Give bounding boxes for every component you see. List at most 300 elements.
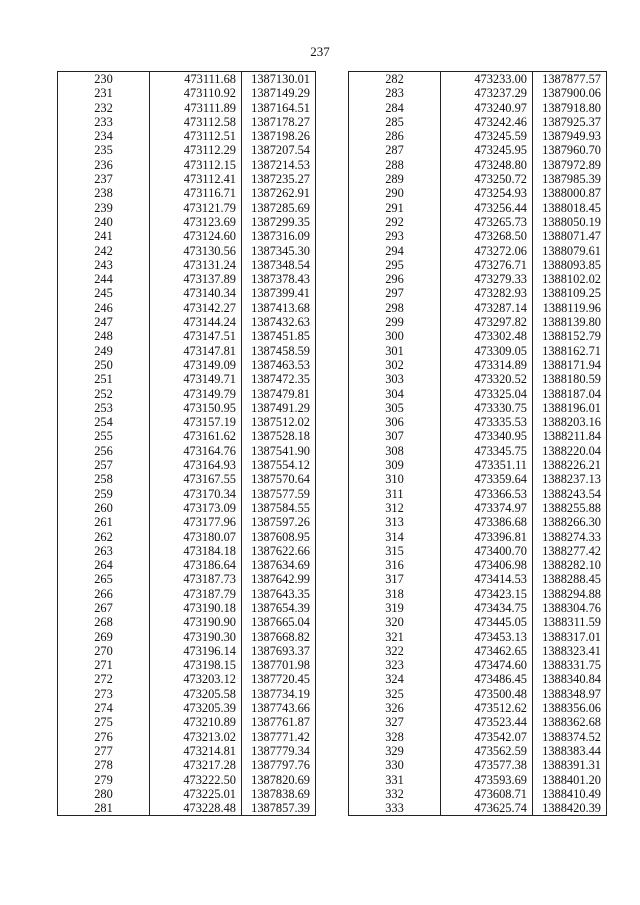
x-coordinate-cell: 473149.71 [150, 372, 242, 386]
point-number-cell: 237 [58, 172, 150, 186]
point-number-cell: 273 [58, 687, 150, 701]
point-number-cell: 260 [58, 501, 150, 515]
table-row [58, 630, 316, 644]
point-number-cell: 303 [349, 372, 441, 386]
x-coordinate-cell: 473112.15 [150, 158, 242, 172]
point-number-cell: 256 [58, 444, 150, 458]
table-row [58, 587, 316, 601]
x-coordinate-cell: 473149.79 [150, 387, 242, 401]
point-number-cell: 272 [58, 672, 150, 686]
point-number-cell: 240 [58, 215, 150, 229]
point-number-cell: 281 [58, 801, 150, 816]
y-coordinate-cell: 1387771.42 [242, 730, 316, 744]
y-coordinate-cell: 1388187.04 [533, 387, 607, 401]
point-number-cell: 238 [58, 186, 150, 200]
table-row [349, 672, 607, 686]
y-coordinate-cell: 1387528.18 [242, 429, 316, 443]
y-coordinate-cell: 1387949.93 [533, 129, 607, 143]
x-coordinate-cell: 473187.73 [150, 572, 242, 586]
x-coordinate-cell: 473164.76 [150, 444, 242, 458]
table-row [58, 158, 316, 172]
y-coordinate-cell: 1387463.53 [242, 358, 316, 372]
y-coordinate-cell: 1388196.01 [533, 401, 607, 415]
x-coordinate-cell: 473453.13 [441, 630, 533, 644]
table-row [349, 301, 607, 315]
x-coordinate-cell: 473314.89 [441, 358, 533, 372]
table-row [58, 429, 316, 443]
table-row [349, 530, 607, 544]
y-coordinate-cell: 1387654.39 [242, 601, 316, 615]
table-row [349, 744, 607, 758]
y-coordinate-cell: 1388139.80 [533, 315, 607, 329]
y-coordinate-cell: 1387743.66 [242, 701, 316, 715]
x-coordinate-cell: 473423.15 [441, 587, 533, 601]
y-coordinate-cell: 1388211.84 [533, 429, 607, 443]
x-coordinate-cell: 473330.75 [441, 401, 533, 415]
table-row [349, 329, 607, 343]
y-coordinate-cell: 1388323.41 [533, 644, 607, 658]
table-row [58, 472, 316, 486]
y-coordinate-cell: 1388152.79 [533, 329, 607, 343]
table-row [349, 372, 607, 386]
point-number-cell: 234 [58, 129, 150, 143]
table-row [349, 286, 607, 300]
y-coordinate-cell: 1388288.45 [533, 572, 607, 586]
x-coordinate-cell: 473577.38 [441, 758, 533, 772]
x-coordinate-cell: 473248.80 [441, 158, 533, 172]
y-coordinate-cell: 1388119.96 [533, 301, 607, 315]
x-coordinate-cell: 473250.72 [441, 172, 533, 186]
y-coordinate-cell: 1387701.98 [242, 658, 316, 672]
x-coordinate-cell: 473110.92 [150, 86, 242, 100]
point-number-cell: 323 [349, 658, 441, 672]
point-number-cell: 278 [58, 758, 150, 772]
x-coordinate-cell: 473359.64 [441, 472, 533, 486]
y-coordinate-cell: 1387235.27 [242, 172, 316, 186]
table-row [349, 472, 607, 486]
point-number-cell: 271 [58, 658, 150, 672]
point-number-cell: 313 [349, 515, 441, 529]
x-coordinate-cell: 473297.82 [441, 315, 533, 329]
table-row [58, 515, 316, 529]
y-coordinate-cell: 1387668.82 [242, 630, 316, 644]
point-number-cell: 295 [349, 258, 441, 272]
point-number-cell: 266 [58, 587, 150, 601]
x-coordinate-cell: 473222.50 [150, 773, 242, 787]
table-row [349, 544, 607, 558]
x-coordinate-cell: 473180.07 [150, 530, 242, 544]
x-coordinate-cell: 473184.18 [150, 544, 242, 558]
y-coordinate-cell: 1388237.13 [533, 472, 607, 486]
x-coordinate-cell: 473335.53 [441, 415, 533, 429]
table-row [58, 258, 316, 272]
y-coordinate-cell: 1387458.59 [242, 344, 316, 358]
x-coordinate-cell: 473374.97 [441, 501, 533, 515]
table-row [58, 286, 316, 300]
table-row [349, 715, 607, 729]
y-coordinate-cell: 1388000.87 [533, 186, 607, 200]
table-row [58, 458, 316, 472]
point-number-cell: 290 [349, 186, 441, 200]
table-row [58, 244, 316, 258]
point-number-cell: 300 [349, 329, 441, 343]
table-row [349, 601, 607, 615]
y-coordinate-cell: 1387472.35 [242, 372, 316, 386]
point-number-cell: 253 [58, 401, 150, 415]
point-number-cell: 282 [349, 72, 441, 87]
point-number-cell: 279 [58, 773, 150, 787]
table-row [349, 730, 607, 744]
x-coordinate-cell: 473386.68 [441, 515, 533, 529]
point-number-cell: 316 [349, 558, 441, 572]
y-coordinate-cell: 1387348.54 [242, 258, 316, 272]
y-coordinate-cell: 1387838.69 [242, 787, 316, 801]
x-coordinate-cell: 473256.44 [441, 201, 533, 215]
point-number-cell: 236 [58, 158, 150, 172]
table-row [349, 258, 607, 272]
x-coordinate-cell: 473112.41 [150, 172, 242, 186]
x-coordinate-cell: 473173.09 [150, 501, 242, 515]
point-number-cell: 287 [349, 143, 441, 157]
y-coordinate-cell: 1387164.51 [242, 101, 316, 115]
y-coordinate-cell: 1387345.30 [242, 244, 316, 258]
x-coordinate-cell: 473302.48 [441, 329, 533, 343]
point-number-cell: 326 [349, 701, 441, 715]
table-row [58, 672, 316, 686]
point-number-cell: 231 [58, 86, 150, 100]
table-row [349, 172, 607, 186]
x-coordinate-cell: 473190.18 [150, 601, 242, 615]
point-number-cell: 331 [349, 773, 441, 787]
x-coordinate-cell: 473366.53 [441, 487, 533, 501]
table-row [349, 644, 607, 658]
y-coordinate-cell: 1387797.76 [242, 758, 316, 772]
table-body-left [58, 72, 316, 816]
point-number-cell: 267 [58, 601, 150, 615]
y-coordinate-cell: 1387570.64 [242, 472, 316, 486]
y-coordinate-cell: 1388162.71 [533, 344, 607, 358]
x-coordinate-cell: 473149.09 [150, 358, 242, 372]
table-row [58, 501, 316, 515]
table-row [58, 272, 316, 286]
table-row [349, 358, 607, 372]
point-number-cell: 270 [58, 644, 150, 658]
x-coordinate-cell: 473562.59 [441, 744, 533, 758]
table-row [58, 558, 316, 572]
table-row [349, 687, 607, 701]
table-row [349, 773, 607, 787]
table-row [58, 315, 316, 329]
point-number-cell: 259 [58, 487, 150, 501]
x-coordinate-cell: 473225.01 [150, 787, 242, 801]
y-coordinate-cell: 1388374.52 [533, 730, 607, 744]
x-coordinate-cell: 473406.98 [441, 558, 533, 572]
y-coordinate-cell: 1387960.70 [533, 143, 607, 157]
table-row [58, 801, 316, 816]
y-coordinate-cell: 1388420.39 [533, 801, 607, 816]
table-row [349, 415, 607, 429]
point-number-cell: 269 [58, 630, 150, 644]
y-coordinate-cell: 1388071.47 [533, 229, 607, 243]
x-coordinate-cell: 473161.62 [150, 429, 242, 443]
point-number-cell: 317 [349, 572, 441, 586]
table-row [349, 458, 607, 472]
point-number-cell: 311 [349, 487, 441, 501]
point-number-cell: 255 [58, 429, 150, 443]
y-coordinate-cell: 1387820.69 [242, 773, 316, 787]
y-coordinate-cell: 1388226.21 [533, 458, 607, 472]
table-row [58, 744, 316, 758]
y-coordinate-cell: 1388317.01 [533, 630, 607, 644]
table-row [349, 558, 607, 572]
point-number-cell: 321 [349, 630, 441, 644]
x-coordinate-cell: 473142.27 [150, 301, 242, 315]
point-number-cell: 298 [349, 301, 441, 315]
y-coordinate-cell: 1387512.02 [242, 415, 316, 429]
y-coordinate-cell: 1387857.39 [242, 801, 316, 816]
point-number-cell: 244 [58, 272, 150, 286]
x-coordinate-cell: 473228.48 [150, 801, 242, 816]
table-row [58, 129, 316, 143]
point-number-cell: 322 [349, 644, 441, 658]
x-coordinate-cell: 473625.74 [441, 801, 533, 816]
x-coordinate-cell: 473265.73 [441, 215, 533, 229]
table-row [349, 244, 607, 258]
table-row [349, 215, 607, 229]
point-number-cell: 314 [349, 530, 441, 544]
x-coordinate-cell: 473205.58 [150, 687, 242, 701]
x-coordinate-cell: 473116.71 [150, 186, 242, 200]
y-coordinate-cell: 1387720.45 [242, 672, 316, 686]
point-number-cell: 302 [349, 358, 441, 372]
table-row [58, 86, 316, 100]
x-coordinate-cell: 473608.71 [441, 787, 533, 801]
table-body-right [349, 72, 607, 816]
y-coordinate-cell: 1388220.04 [533, 444, 607, 458]
x-coordinate-cell: 473325.04 [441, 387, 533, 401]
point-number-cell: 289 [349, 172, 441, 186]
point-number-cell: 251 [58, 372, 150, 386]
point-number-cell: 291 [349, 201, 441, 215]
y-coordinate-cell: 1387779.34 [242, 744, 316, 758]
x-coordinate-cell: 473512.62 [441, 701, 533, 715]
y-coordinate-cell: 1387541.90 [242, 444, 316, 458]
y-coordinate-cell: 1388294.88 [533, 587, 607, 601]
table-row [349, 344, 607, 358]
x-coordinate-cell: 473500.48 [441, 687, 533, 701]
y-coordinate-cell: 1388079.61 [533, 244, 607, 258]
point-number-cell: 299 [349, 315, 441, 329]
y-coordinate-cell: 1387399.41 [242, 286, 316, 300]
point-number-cell: 286 [349, 129, 441, 143]
table-row [349, 401, 607, 415]
point-number-cell: 319 [349, 601, 441, 615]
y-coordinate-cell: 1387198.26 [242, 129, 316, 143]
point-number-cell: 241 [58, 229, 150, 243]
y-coordinate-cell: 1388243.54 [533, 487, 607, 501]
y-coordinate-cell: 1387985.39 [533, 172, 607, 186]
y-coordinate-cell: 1387643.35 [242, 587, 316, 601]
table-row [58, 544, 316, 558]
x-coordinate-cell: 473157.19 [150, 415, 242, 429]
table-row [349, 201, 607, 215]
point-number-cell: 277 [58, 744, 150, 758]
x-coordinate-cell: 473210.89 [150, 715, 242, 729]
y-coordinate-cell: 1388255.88 [533, 501, 607, 515]
x-coordinate-cell: 473414.53 [441, 572, 533, 586]
y-coordinate-cell: 1387877.57 [533, 72, 607, 87]
table-row [58, 301, 316, 315]
point-number-cell: 242 [58, 244, 150, 258]
y-coordinate-cell: 1387130.01 [242, 72, 316, 87]
point-number-cell: 318 [349, 587, 441, 601]
x-coordinate-cell: 473190.30 [150, 630, 242, 644]
x-coordinate-cell: 473462.65 [441, 644, 533, 658]
x-coordinate-cell: 473593.69 [441, 773, 533, 787]
x-coordinate-cell: 473196.14 [150, 644, 242, 658]
table-row [349, 387, 607, 401]
y-coordinate-cell: 1387491.29 [242, 401, 316, 415]
table-row [58, 730, 316, 744]
x-coordinate-cell: 473130.56 [150, 244, 242, 258]
point-number-cell: 328 [349, 730, 441, 744]
point-number-cell: 232 [58, 101, 150, 115]
y-coordinate-cell: 1387554.12 [242, 458, 316, 472]
y-coordinate-cell: 1387299.35 [242, 215, 316, 229]
y-coordinate-cell: 1387316.09 [242, 229, 316, 243]
x-coordinate-cell: 473131.24 [150, 258, 242, 272]
point-number-cell: 261 [58, 515, 150, 529]
x-coordinate-cell: 473400.70 [441, 544, 533, 558]
x-coordinate-cell: 473214.81 [150, 744, 242, 758]
y-coordinate-cell: 1388282.10 [533, 558, 607, 572]
x-coordinate-cell: 473147.81 [150, 344, 242, 358]
x-coordinate-cell: 473123.69 [150, 215, 242, 229]
point-number-cell: 327 [349, 715, 441, 729]
point-number-cell: 292 [349, 215, 441, 229]
table-row [58, 372, 316, 386]
x-coordinate-cell: 473111.68 [150, 72, 242, 87]
x-coordinate-cell: 473217.28 [150, 758, 242, 772]
table-row [58, 186, 316, 200]
x-coordinate-cell: 473187.79 [150, 587, 242, 601]
point-number-cell: 283 [349, 86, 441, 100]
table-row [349, 501, 607, 515]
x-coordinate-cell: 473144.24 [150, 315, 242, 329]
y-coordinate-cell: 1387972.89 [533, 158, 607, 172]
x-coordinate-cell: 473112.58 [150, 115, 242, 129]
y-coordinate-cell: 1388311.59 [533, 615, 607, 629]
point-number-cell: 243 [58, 258, 150, 272]
y-coordinate-cell: 1387214.53 [242, 158, 316, 172]
point-number-cell: 304 [349, 387, 441, 401]
x-coordinate-cell: 473140.34 [150, 286, 242, 300]
x-coordinate-cell: 473287.14 [441, 301, 533, 315]
point-number-cell: 288 [349, 158, 441, 172]
y-coordinate-cell: 1388340.84 [533, 672, 607, 686]
x-coordinate-cell: 473240.97 [441, 101, 533, 115]
point-number-cell: 257 [58, 458, 150, 472]
y-coordinate-cell: 1388348.97 [533, 687, 607, 701]
point-number-cell: 247 [58, 315, 150, 329]
x-coordinate-cell: 473309.05 [441, 344, 533, 358]
table-row [349, 229, 607, 243]
table-row [349, 658, 607, 672]
point-number-cell: 294 [349, 244, 441, 258]
point-number-cell: 325 [349, 687, 441, 701]
table-row [349, 444, 607, 458]
table-row [349, 787, 607, 801]
point-number-cell: 308 [349, 444, 441, 458]
x-coordinate-cell: 473112.29 [150, 143, 242, 157]
x-coordinate-cell: 473345.75 [441, 444, 533, 458]
table-row [349, 615, 607, 629]
point-number-cell: 249 [58, 344, 150, 358]
table-row [58, 229, 316, 243]
y-coordinate-cell: 1387900.06 [533, 86, 607, 100]
y-coordinate-cell: 1388093.85 [533, 258, 607, 272]
table-row [349, 429, 607, 443]
table-row [58, 773, 316, 787]
x-coordinate-cell: 473205.39 [150, 701, 242, 715]
x-coordinate-cell: 473242.46 [441, 115, 533, 129]
point-number-cell: 312 [349, 501, 441, 515]
y-coordinate-cell: 1388109.25 [533, 286, 607, 300]
y-coordinate-cell: 1387178.27 [242, 115, 316, 129]
table-row [349, 86, 607, 100]
table-row [58, 415, 316, 429]
table-row [58, 115, 316, 129]
table-row [349, 115, 607, 129]
table-row [349, 272, 607, 286]
table-row [58, 758, 316, 772]
point-number-cell: 293 [349, 229, 441, 243]
y-coordinate-cell: 1387451.85 [242, 329, 316, 343]
x-coordinate-cell: 473245.95 [441, 143, 533, 157]
point-number-cell: 307 [349, 429, 441, 443]
table-row [349, 129, 607, 143]
y-coordinate-cell: 1387432.63 [242, 315, 316, 329]
y-coordinate-cell: 1387665.04 [242, 615, 316, 629]
x-coordinate-cell: 473445.05 [441, 615, 533, 629]
table-row [349, 101, 607, 115]
point-number-cell: 263 [58, 544, 150, 558]
y-coordinate-cell: 1387918.80 [533, 101, 607, 115]
table-row [58, 215, 316, 229]
y-coordinate-cell: 1387479.81 [242, 387, 316, 401]
point-number-cell: 268 [58, 615, 150, 629]
point-number-cell: 258 [58, 472, 150, 486]
point-number-cell: 276 [58, 730, 150, 744]
point-number-cell: 305 [349, 401, 441, 415]
y-coordinate-cell: 1388018.45 [533, 201, 607, 215]
y-coordinate-cell: 1388274.33 [533, 530, 607, 544]
point-number-cell: 233 [58, 115, 150, 129]
point-number-cell: 329 [349, 744, 441, 758]
point-number-cell: 254 [58, 415, 150, 429]
x-coordinate-cell: 473167.55 [150, 472, 242, 486]
table-row [349, 758, 607, 772]
x-coordinate-cell: 473279.33 [441, 272, 533, 286]
table-row [58, 444, 316, 458]
point-number-cell: 301 [349, 344, 441, 358]
table-row [349, 630, 607, 644]
table-row [58, 787, 316, 801]
point-number-cell: 280 [58, 787, 150, 801]
table-row [58, 601, 316, 615]
x-coordinate-cell: 473351.11 [441, 458, 533, 472]
table-row [58, 401, 316, 415]
